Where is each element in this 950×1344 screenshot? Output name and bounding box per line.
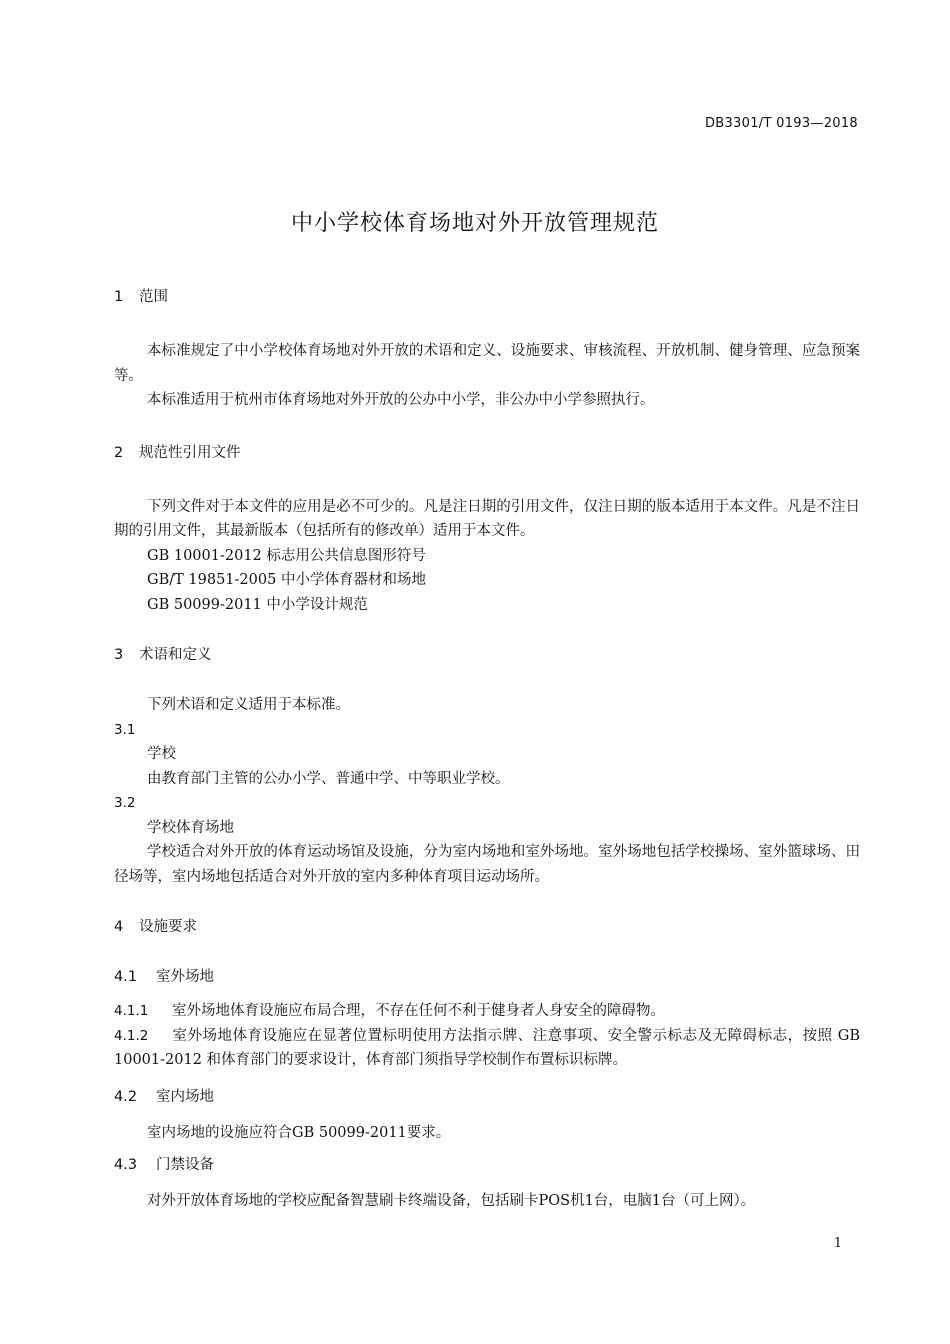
- paragraph: 本标准适用于杭州市体育场地对外开放的公办中小学，非公办中小学参照执行。: [147, 392, 655, 408]
- clause: 4.1.1 室外场地体育设施应布局合理，不存在任何不利于健身者人身安全的障碍物。: [114, 1003, 665, 1019]
- paragraph: 本标准规定了中小学校体育场地对外开放的术语和定义、设施要求、审核流程、开放机制、健身管理、应急预案等。: [114, 343, 860, 384]
- section-heading-2: 2 规范性引用文件: [114, 444, 241, 461]
- document-body: [114, 285, 860, 1214]
- page-number: 1: [833, 1236, 842, 1251]
- reference-item: GB 50099-2011 中小学设计规范: [147, 596, 368, 613]
- reference-item: GB 10001-2012 标志用公共信息图形符号: [147, 547, 426, 564]
- term-name: 学校: [147, 746, 176, 762]
- reference-item: GB/T 19851-2005 中小学体育器材和场地: [147, 572, 426, 588]
- section-heading-4: 4 设施要求: [114, 919, 197, 935]
- paragraph: 下列术语和定义适用于本标准。: [147, 697, 350, 713]
- term-name: 学校体育场地: [147, 819, 234, 836]
- subsection-heading-4-3: 4.3 门禁设备: [114, 1157, 214, 1173]
- subsection-heading-4-2: 4.2 室内场地: [114, 1088, 214, 1105]
- section-heading-3: 3 术语和定义: [114, 647, 212, 663]
- clause: 4.1.2 室外场地体育设施应在显著位置标明使用方法指示牌、注意事项、安全警示标志及无障碍标志，按照 GB 10001-2012 和体育部门的要求设计，体育部门须指导学校制作布置标识标牌。: [114, 1027, 860, 1068]
- paragraph: 下列文件对于本文件的应用是必不可少的。凡是注日期的引用文件，仅注日期的版本适用于本文件。凡是不注日期的引用文件，其最新版本（包括所有的修改单）适用于本文件。: [114, 498, 860, 539]
- term-number: 3.1: [114, 721, 136, 738]
- document-code: DB3301/T 0193—2018: [704, 116, 858, 131]
- subsection-heading-4-1: 4.1 室外场地: [114, 969, 214, 985]
- document-title: 中小学校体育场地对外开放管理规范: [290, 211, 659, 236]
- paragraph: 室内场地的设施应符合GB 50099-2011要求。: [147, 1124, 451, 1141]
- term-definition: 由教育部门主管的公办小学、普通中学、中等职业学校。: [147, 770, 510, 787]
- paragraph: 对外开放体育场地的学校应配备智慧刷卡终端设备，包括刷卡POS机1台，电脑1台（可上网）。: [147, 1193, 756, 1209]
- term-definition: 学校适合对外开放的体育运动场馆及设施，分为室内场地和室外场地。室外场地包括学校操场、室外篮球场、田径场等，室内场地包括适合对外开放的室内多种体育项目运动场所。: [114, 844, 860, 885]
- section-heading-1: 1 范围: [114, 289, 168, 305]
- term-number: 3.2: [114, 795, 136, 811]
